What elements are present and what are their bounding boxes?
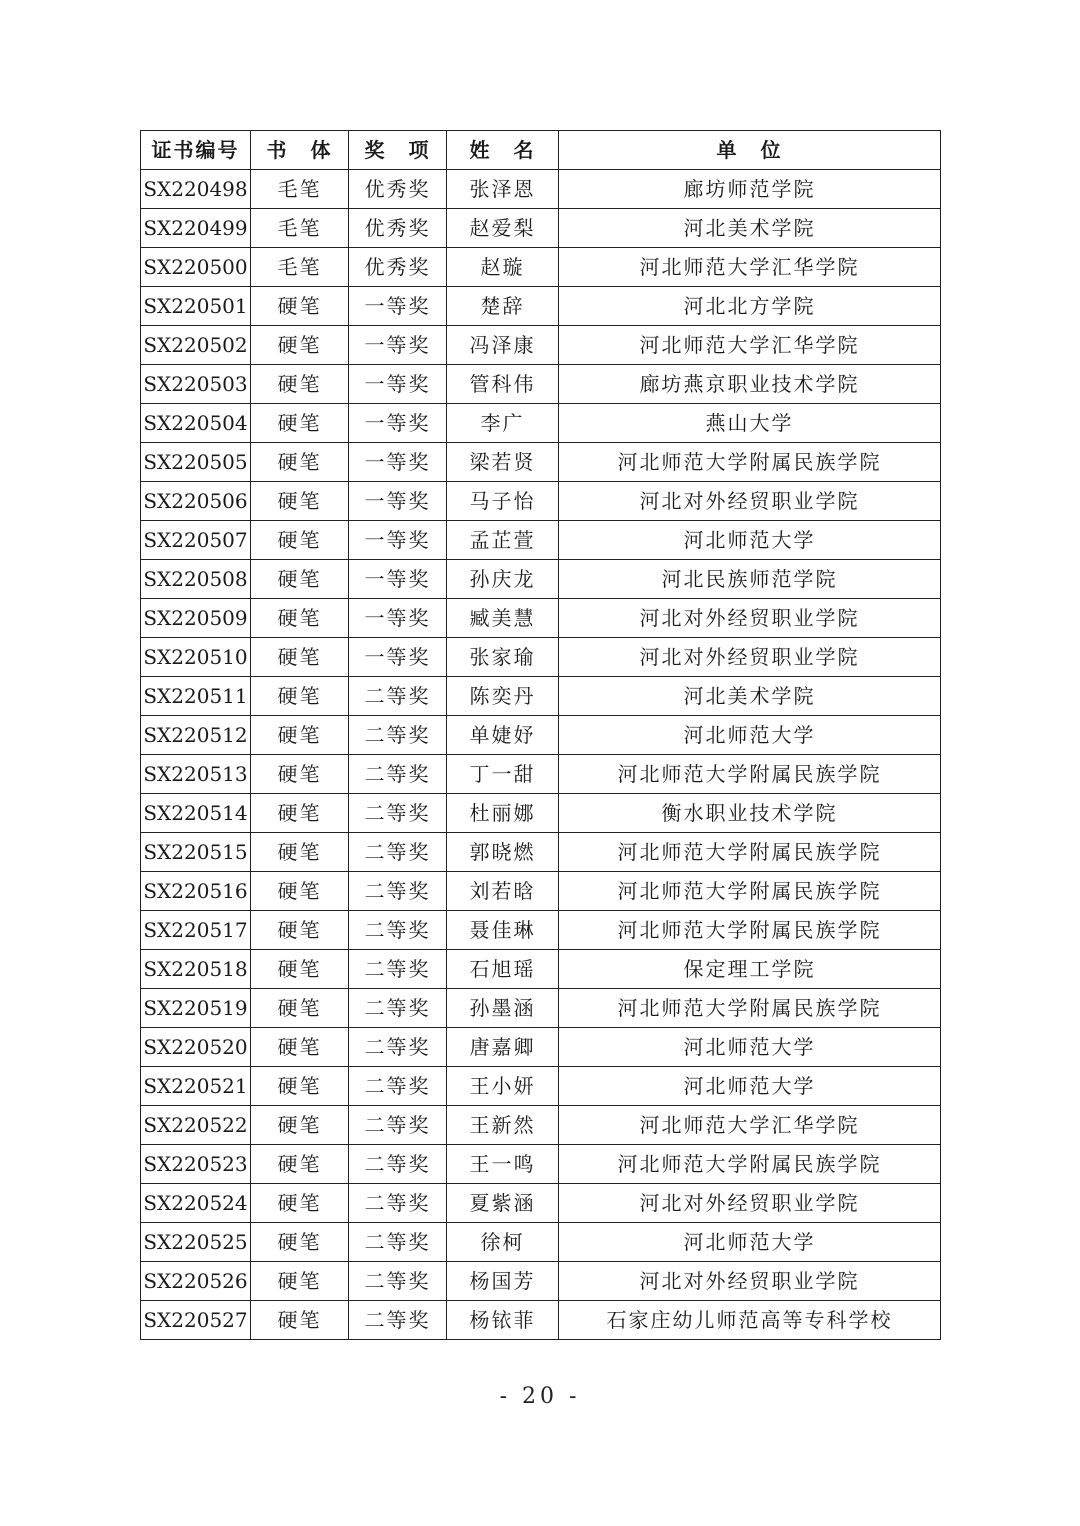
table-row bbox=[141, 1106, 941, 1145]
award-cell: 一等奖 bbox=[349, 443, 447, 482]
table-row bbox=[141, 1301, 941, 1340]
certificate-id-cell: SX220503 bbox=[141, 365, 251, 404]
script-style-cell: 硬笔 bbox=[251, 1223, 349, 1262]
award-cell: 二等奖 bbox=[349, 755, 447, 794]
unit-cell: 河北美术学院 bbox=[559, 677, 941, 716]
certificate-id-cell: SX220521 bbox=[141, 1067, 251, 1106]
award-cell: 二等奖 bbox=[349, 872, 447, 911]
table-row bbox=[141, 1028, 941, 1067]
unit-cell: 河北师范大学汇华学院 bbox=[559, 1106, 941, 1145]
award-cell: 二等奖 bbox=[349, 1106, 447, 1145]
award-cell: 一等奖 bbox=[349, 560, 447, 599]
name-cell: 石旭瑶 bbox=[447, 950, 559, 989]
table-row bbox=[141, 794, 941, 833]
table-row bbox=[141, 716, 941, 755]
table-row bbox=[141, 326, 941, 365]
table-row bbox=[141, 1067, 941, 1106]
table-row bbox=[141, 1262, 941, 1301]
name-cell: 张泽恩 bbox=[447, 170, 559, 209]
award-cell: 一等奖 bbox=[349, 326, 447, 365]
table-row bbox=[141, 599, 941, 638]
certificate-id-cell: SX220504 bbox=[141, 404, 251, 443]
unit-cell: 河北美术学院 bbox=[559, 209, 941, 248]
award-cell: 一等奖 bbox=[349, 287, 447, 326]
name-cell: 马子怡 bbox=[447, 482, 559, 521]
unit-cell: 燕山大学 bbox=[559, 404, 941, 443]
award-cell: 二等奖 bbox=[349, 1067, 447, 1106]
unit-cell: 河北师范大学 bbox=[559, 1223, 941, 1262]
table-row bbox=[141, 443, 941, 482]
unit-cell: 河北对外经贸职业学院 bbox=[559, 1184, 941, 1223]
unit-cell: 河北对外经贸职业学院 bbox=[559, 638, 941, 677]
unit-cell: 河北师范大学 bbox=[559, 1067, 941, 1106]
script-style-cell: 硬笔 bbox=[251, 1184, 349, 1223]
table-row bbox=[141, 950, 941, 989]
unit-cell: 河北对外经贸职业学院 bbox=[559, 482, 941, 521]
header-script-style: 书 体 bbox=[251, 131, 349, 170]
script-style-cell: 硬笔 bbox=[251, 599, 349, 638]
name-cell: 单婕妤 bbox=[447, 716, 559, 755]
certificate-id-cell: SX220519 bbox=[141, 989, 251, 1028]
script-style-cell: 硬笔 bbox=[251, 1301, 349, 1340]
award-table bbox=[140, 130, 941, 1340]
name-cell: 王新然 bbox=[447, 1106, 559, 1145]
unit-cell: 河北民族师范学院 bbox=[559, 560, 941, 599]
unit-cell: 河北师范大学附属民族学院 bbox=[559, 443, 941, 482]
certificate-id-cell: SX220526 bbox=[141, 1262, 251, 1301]
name-cell: 王小妍 bbox=[447, 1067, 559, 1106]
award-cell: 二等奖 bbox=[349, 989, 447, 1028]
header-award: 奖 项 bbox=[349, 131, 447, 170]
unit-cell: 河北师范大学附属民族学院 bbox=[559, 989, 941, 1028]
name-cell: 徐柯 bbox=[447, 1223, 559, 1262]
unit-cell: 河北师范大学 bbox=[559, 1028, 941, 1067]
unit-cell: 河北师范大学附属民族学院 bbox=[559, 872, 941, 911]
table-row bbox=[141, 365, 941, 404]
unit-cell: 河北北方学院 bbox=[559, 287, 941, 326]
award-cell: 二等奖 bbox=[349, 950, 447, 989]
award-cell: 优秀奖 bbox=[349, 248, 447, 287]
certificate-id-cell: SX220511 bbox=[141, 677, 251, 716]
award-cell: 二等奖 bbox=[349, 1223, 447, 1262]
unit-cell: 廊坊师范学院 bbox=[559, 170, 941, 209]
certificate-id-cell: SX220498 bbox=[141, 170, 251, 209]
table-row bbox=[141, 1145, 941, 1184]
award-cell: 一等奖 bbox=[349, 521, 447, 560]
unit-cell: 衡水职业技术学院 bbox=[559, 794, 941, 833]
award-cell: 一等奖 bbox=[349, 599, 447, 638]
table-row bbox=[141, 404, 941, 443]
certificate-id-cell: SX220499 bbox=[141, 209, 251, 248]
certificate-id-cell: SX220515 bbox=[141, 833, 251, 872]
unit-cell: 河北师范大学汇华学院 bbox=[559, 326, 941, 365]
name-cell: 孙庆龙 bbox=[447, 560, 559, 599]
unit-cell: 廊坊燕京职业技术学院 bbox=[559, 365, 941, 404]
name-cell: 杜丽娜 bbox=[447, 794, 559, 833]
script-style-cell: 硬笔 bbox=[251, 677, 349, 716]
name-cell: 李广 bbox=[447, 404, 559, 443]
table-row bbox=[141, 1184, 941, 1223]
script-style-cell: 毛笔 bbox=[251, 248, 349, 287]
name-cell: 郭晓燃 bbox=[447, 833, 559, 872]
name-cell: 杨国芳 bbox=[447, 1262, 559, 1301]
name-cell: 赵爱梨 bbox=[447, 209, 559, 248]
award-cell: 一等奖 bbox=[349, 482, 447, 521]
name-cell: 管科伟 bbox=[447, 365, 559, 404]
certificate-id-cell: SX220522 bbox=[141, 1106, 251, 1145]
certificate-id-cell: SX220513 bbox=[141, 755, 251, 794]
script-style-cell: 硬笔 bbox=[251, 1067, 349, 1106]
name-cell: 臧美慧 bbox=[447, 599, 559, 638]
certificate-id-cell: SX220514 bbox=[141, 794, 251, 833]
name-cell: 聂佳琳 bbox=[447, 911, 559, 950]
name-cell: 孟芷萱 bbox=[447, 521, 559, 560]
script-style-cell: 硬笔 bbox=[251, 521, 349, 560]
award-cell: 二等奖 bbox=[349, 911, 447, 950]
table-row bbox=[141, 209, 941, 248]
table-body bbox=[141, 170, 941, 1340]
script-style-cell: 硬笔 bbox=[251, 794, 349, 833]
certificate-id-cell: SX220524 bbox=[141, 1184, 251, 1223]
unit-cell: 保定理工学院 bbox=[559, 950, 941, 989]
table-row bbox=[141, 638, 941, 677]
certificate-id-cell: SX220520 bbox=[141, 1028, 251, 1067]
award-cell: 一等奖 bbox=[349, 365, 447, 404]
table-row bbox=[141, 560, 941, 599]
award-cell: 优秀奖 bbox=[349, 209, 447, 248]
name-cell: 梁若贤 bbox=[447, 443, 559, 482]
certificate-id-cell: SX220525 bbox=[141, 1223, 251, 1262]
award-cell: 二等奖 bbox=[349, 1145, 447, 1184]
script-style-cell: 硬笔 bbox=[251, 326, 349, 365]
name-cell: 楚辞 bbox=[447, 287, 559, 326]
name-cell: 刘若晗 bbox=[447, 872, 559, 911]
table-row bbox=[141, 677, 941, 716]
script-style-cell: 毛笔 bbox=[251, 170, 349, 209]
certificate-id-cell: SX220500 bbox=[141, 248, 251, 287]
certificate-id-cell: SX220512 bbox=[141, 716, 251, 755]
certificate-id-cell: SX220501 bbox=[141, 287, 251, 326]
award-cell: 优秀奖 bbox=[349, 170, 447, 209]
name-cell: 丁一甜 bbox=[447, 755, 559, 794]
table-row bbox=[141, 1223, 941, 1262]
name-cell: 唐嘉卿 bbox=[447, 1028, 559, 1067]
unit-cell: 河北师范大学附属民族学院 bbox=[559, 833, 941, 872]
certificate-id-cell: SX220523 bbox=[141, 1145, 251, 1184]
script-style-cell: 硬笔 bbox=[251, 716, 349, 755]
award-cell: 一等奖 bbox=[349, 638, 447, 677]
name-cell: 王一鸣 bbox=[447, 1145, 559, 1184]
table-row bbox=[141, 482, 941, 521]
certificate-id-cell: SX220509 bbox=[141, 599, 251, 638]
table-row bbox=[141, 833, 941, 872]
name-cell: 杨铱菲 bbox=[447, 1301, 559, 1340]
certificate-id-cell: SX220510 bbox=[141, 638, 251, 677]
table-row bbox=[141, 170, 941, 209]
award-cell: 二等奖 bbox=[349, 677, 447, 716]
unit-cell: 河北对外经贸职业学院 bbox=[559, 599, 941, 638]
script-style-cell: 硬笔 bbox=[251, 560, 349, 599]
certificate-id-cell: SX220508 bbox=[141, 560, 251, 599]
unit-cell: 河北师范大学 bbox=[559, 521, 941, 560]
header-unit: 单 位 bbox=[559, 131, 941, 170]
award-cell: 二等奖 bbox=[349, 794, 447, 833]
unit-cell: 河北对外经贸职业学院 bbox=[559, 1262, 941, 1301]
certificate-id-cell: SX220527 bbox=[141, 1301, 251, 1340]
name-cell: 张家瑜 bbox=[447, 638, 559, 677]
table-row bbox=[141, 872, 941, 911]
unit-cell: 河北师范大学汇华学院 bbox=[559, 248, 941, 287]
script-style-cell: 硬笔 bbox=[251, 872, 349, 911]
script-style-cell: 硬笔 bbox=[251, 950, 349, 989]
table-header-row bbox=[141, 131, 941, 170]
script-style-cell: 硬笔 bbox=[251, 443, 349, 482]
award-cell: 二等奖 bbox=[349, 1301, 447, 1340]
certificate-id-cell: SX220516 bbox=[141, 872, 251, 911]
name-cell: 陈奕丹 bbox=[447, 677, 559, 716]
script-style-cell: 硬笔 bbox=[251, 833, 349, 872]
table-row bbox=[141, 989, 941, 1028]
table-row bbox=[141, 248, 941, 287]
script-style-cell: 硬笔 bbox=[251, 404, 349, 443]
unit-cell: 石家庄幼儿师范高等专科学校 bbox=[559, 1301, 941, 1340]
script-style-cell: 硬笔 bbox=[251, 755, 349, 794]
script-style-cell: 硬笔 bbox=[251, 482, 349, 521]
script-style-cell: 硬笔 bbox=[251, 638, 349, 677]
award-cell: 二等奖 bbox=[349, 1028, 447, 1067]
script-style-cell: 毛笔 bbox=[251, 209, 349, 248]
header-certificate-id: 证书编号 bbox=[141, 131, 251, 170]
award-cell: 二等奖 bbox=[349, 833, 447, 872]
certificate-id-cell: SX220507 bbox=[141, 521, 251, 560]
certificate-id-cell: SX220518 bbox=[141, 950, 251, 989]
award-cell: 二等奖 bbox=[349, 716, 447, 755]
unit-cell: 河北师范大学 bbox=[559, 716, 941, 755]
certificate-id-cell: SX220502 bbox=[141, 326, 251, 365]
table-row bbox=[141, 911, 941, 950]
table-row bbox=[141, 755, 941, 794]
certificate-id-cell: SX220517 bbox=[141, 911, 251, 950]
table-row bbox=[141, 287, 941, 326]
award-cell: 一等奖 bbox=[349, 404, 447, 443]
unit-cell: 河北师范大学附属民族学院 bbox=[559, 755, 941, 794]
award-cell: 二等奖 bbox=[349, 1262, 447, 1301]
header-name: 姓 名 bbox=[447, 131, 559, 170]
script-style-cell: 硬笔 bbox=[251, 1145, 349, 1184]
script-style-cell: 硬笔 bbox=[251, 365, 349, 404]
name-cell: 夏紫涵 bbox=[447, 1184, 559, 1223]
script-style-cell: 硬笔 bbox=[251, 911, 349, 950]
name-cell: 冯泽康 bbox=[447, 326, 559, 365]
script-style-cell: 硬笔 bbox=[251, 1262, 349, 1301]
page-number: - 20 - bbox=[499, 1384, 581, 1409]
unit-cell: 河北师范大学附属民族学院 bbox=[559, 1145, 941, 1184]
script-style-cell: 硬笔 bbox=[251, 1028, 349, 1067]
name-cell: 孙墨涵 bbox=[447, 989, 559, 1028]
script-style-cell: 硬笔 bbox=[251, 287, 349, 326]
certificate-id-cell: SX220506 bbox=[141, 482, 251, 521]
award-cell: 二等奖 bbox=[349, 1184, 447, 1223]
script-style-cell: 硬笔 bbox=[251, 989, 349, 1028]
unit-cell: 河北师范大学附属民族学院 bbox=[559, 911, 941, 950]
script-style-cell: 硬笔 bbox=[251, 1106, 349, 1145]
certificate-id-cell: SX220505 bbox=[141, 443, 251, 482]
table-row bbox=[141, 521, 941, 560]
name-cell: 赵璇 bbox=[447, 248, 559, 287]
